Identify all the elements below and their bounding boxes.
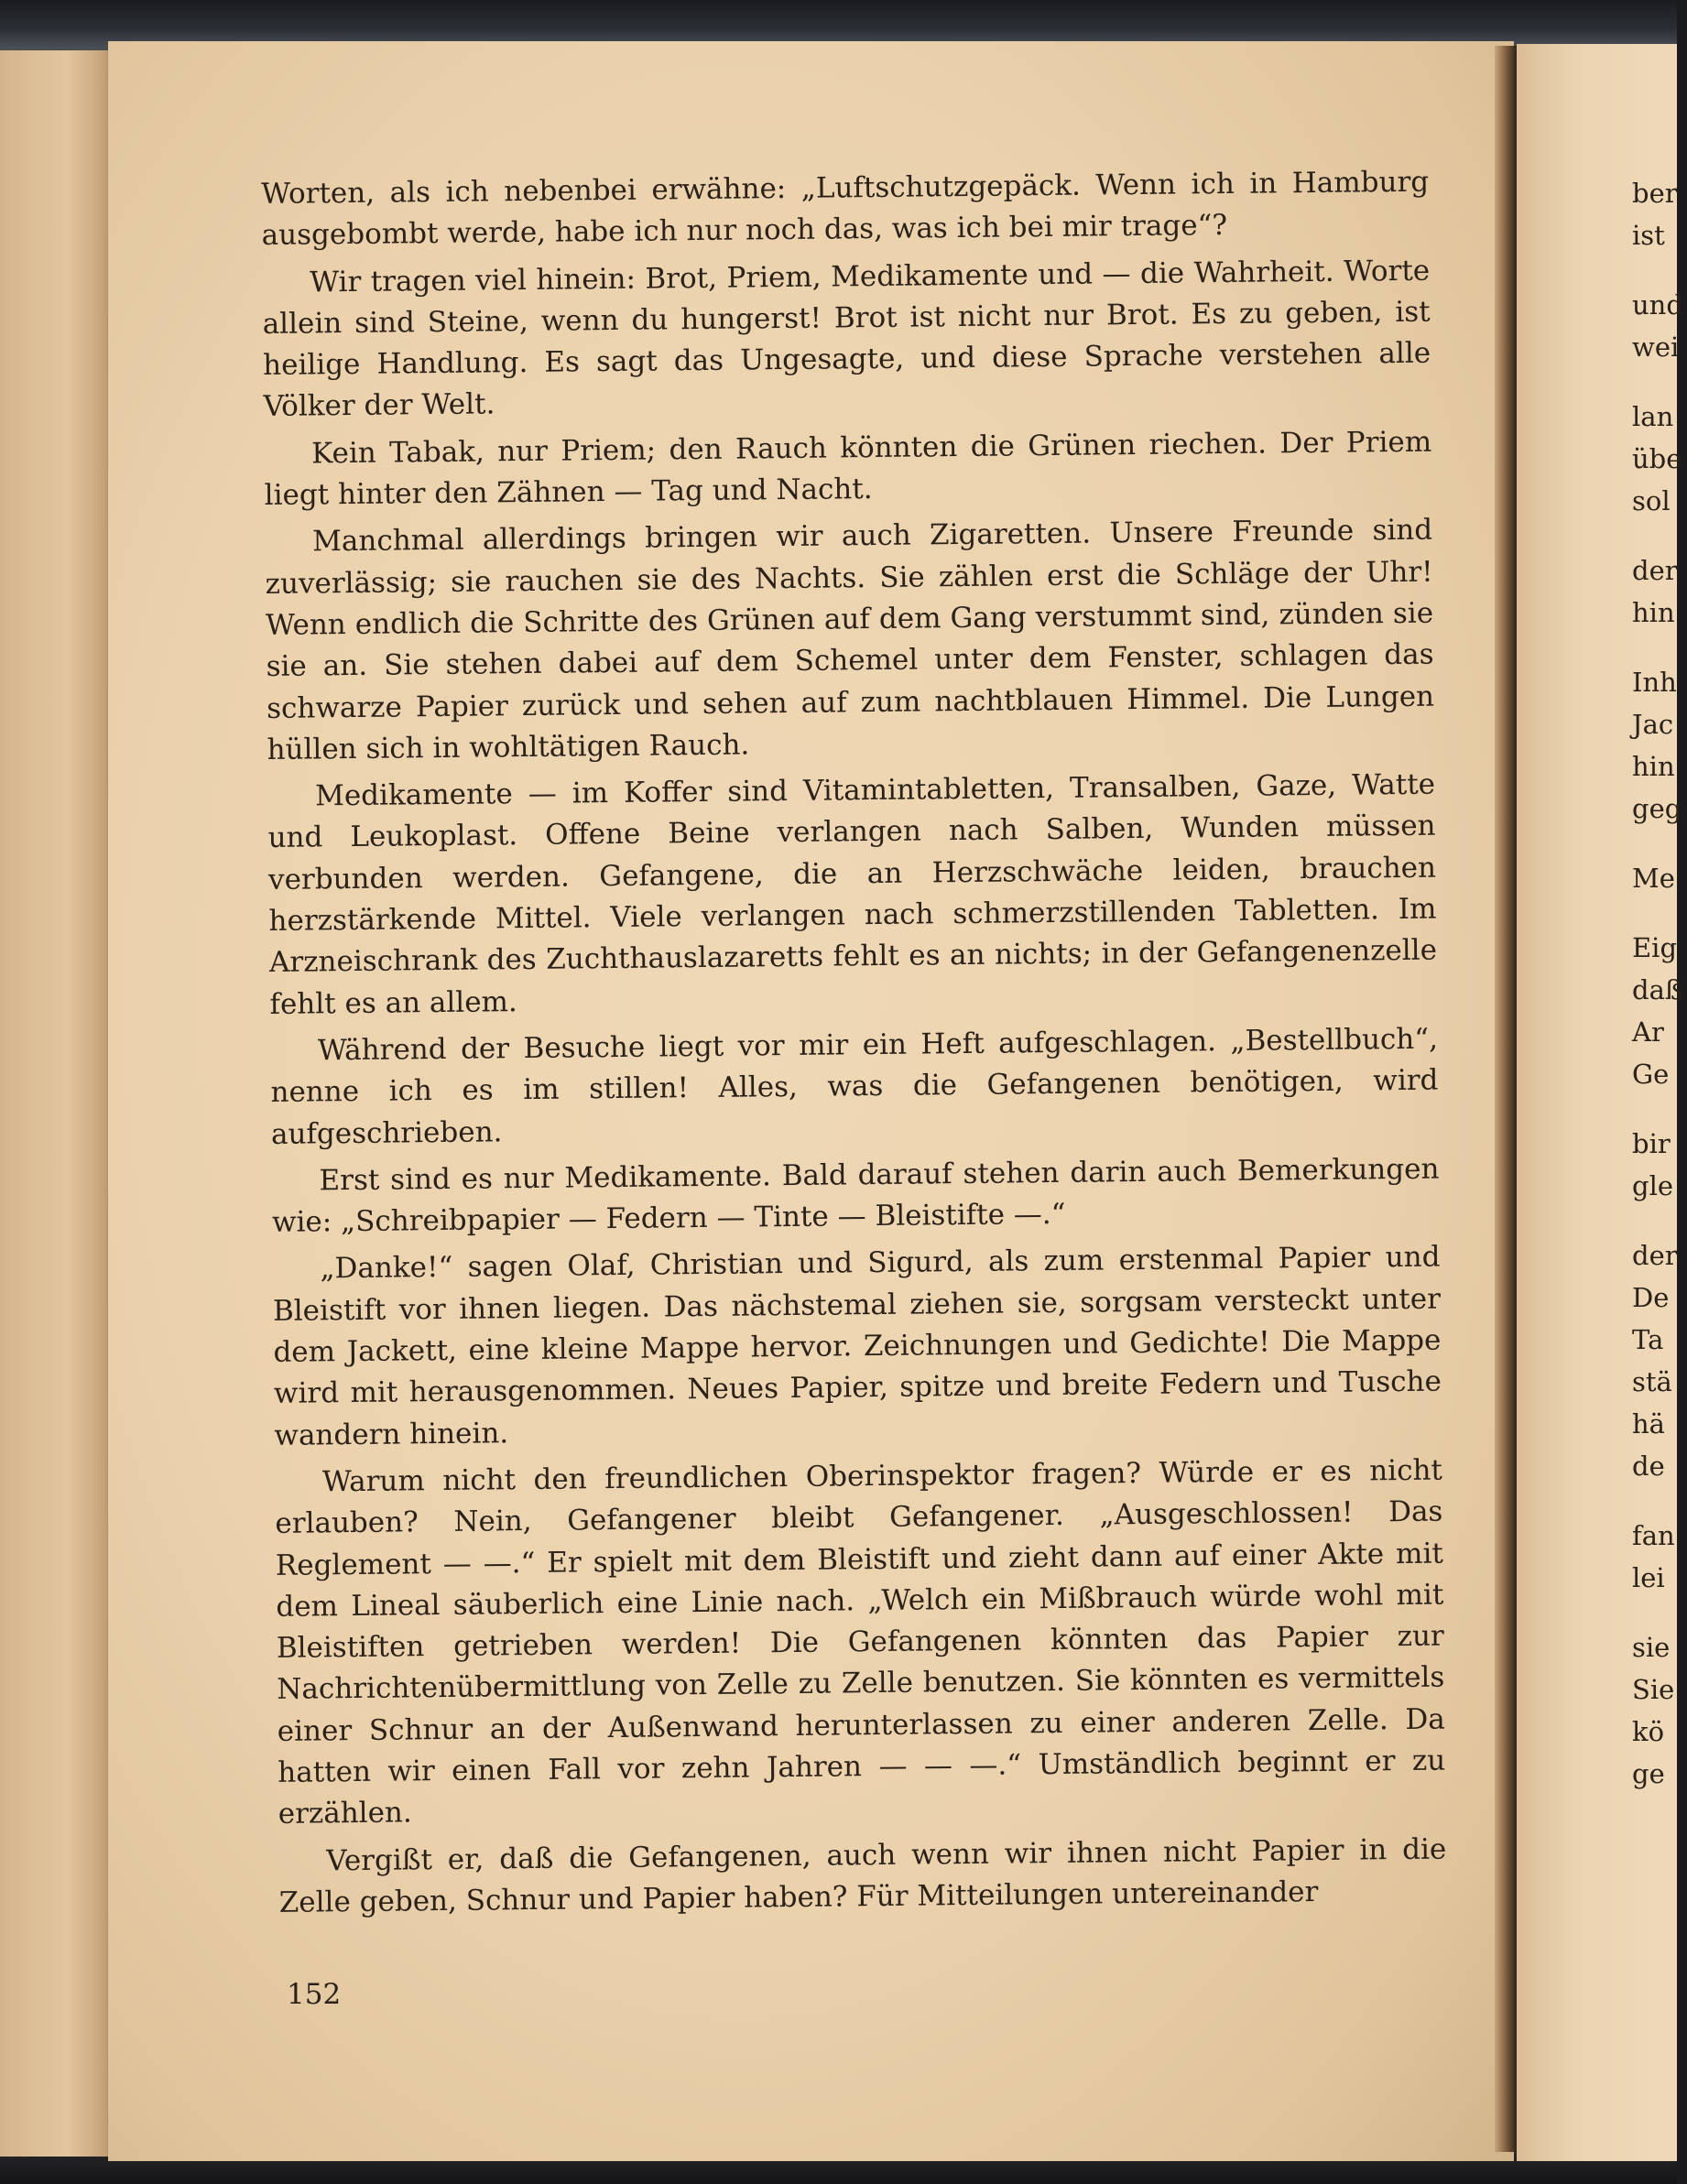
next-page-fragment: De bbox=[1632, 1282, 1670, 1313]
next-page-fragment: Inh bbox=[1632, 667, 1677, 698]
next-page-gap bbox=[1632, 522, 1687, 549]
paragraph: Warum nicht den freundlichen Oberinspektor fragen? Würde er es nicht erlauben? Nein, Gefangener bleibt Gefangener. „Ausgeschlossen! Das Reglement — —.“ Er spielt mit dem Bleistift und zieht dann auf einer Akte mit dem Lineal säuberlich eine Linie nach. „Welch ein Mißbrauch würde wohl mit Bleistiften getrieben werden! Die Gefangenen könnten das Papier zur Nachrichtenübermittlung von Zelle zu Zelle benutzen. Sie könnten es vermittels einer Schnur an der Außenwand herunterlassen zu einer anderen Zelle. Da hatten wir einen Fall vor zehn Jahren — — —.“ Umständlich beginnt er zu erzählen. bbox=[275, 1453, 1446, 1831]
next-page-fragment: Sie bbox=[1632, 1674, 1675, 1705]
paragraph: Kein Tabak, nur Priem; den Rauch könnten die Grünen riechen. Der Priem liegt hinter den Zähnen — Tag und Nacht. bbox=[264, 425, 1432, 513]
next-page-fragment: lan bbox=[1632, 401, 1674, 432]
next-page-gap bbox=[1632, 1599, 1687, 1626]
next-page-fragment: hin bbox=[1632, 597, 1675, 628]
paragraph: Wir tragen viel hinein: Brot, Priem, Medikamente und — die Wahrheit. Worte allein sind Steine, wenn du hungerst! Brot ist nicht nur Brot. Es zu geben, ist heilige Handlung. Es sagt das Ungesagte, und diese Sprache verstehen alle Völker der Welt. bbox=[262, 254, 1431, 424]
next-page-fragment: bir bbox=[1632, 1128, 1671, 1159]
paragraph: Während der Besuche liegt vor mir ein Heft aufgeschlagen. „Bestellbuch“, nenne ich es im stillen! Alles, was die Gefangenen benötigen, wird aufgeschrieben. bbox=[270, 1022, 1439, 1151]
next-page-fragment: der bbox=[1632, 1240, 1678, 1271]
next-page-gap bbox=[1632, 1487, 1687, 1515]
page-body-text bbox=[261, 162, 1447, 1929]
next-page-gap bbox=[1632, 256, 1687, 284]
next-page-fragment: ber bbox=[1632, 178, 1678, 209]
paragraph: „Danke!“ sagen Olaf, Christian und Sigurd, als zum erstenmal Papier und Bleistift vor ihnen liegen. Das nächstemal ziehen sie, sorgsam versteckt unter dem Jackett, eine kleine Mappe hervor. Zeichnungen und Gedichte! Die Mappe wird mit herausgenommen. Neues Papier, spitze und breite Federn und Tusche wandern hinein. bbox=[272, 1241, 1442, 1452]
book-page-edges-left bbox=[0, 50, 112, 2157]
next-page-fragment: Jac bbox=[1632, 709, 1674, 740]
paragraph: Worten, als ich nebenbei erwähne: „Luftschutzgepäck. Wenn ich in Hamburg ausgebombt werde, habe ich nur noch das, was ich bei mir trage“? bbox=[261, 165, 1430, 253]
next-page-fragment: kö bbox=[1632, 1716, 1665, 1747]
next-page-fragment: Me bbox=[1632, 863, 1675, 894]
next-page-fragment: de bbox=[1632, 1451, 1665, 1482]
next-page-gap bbox=[1632, 830, 1687, 857]
paragraph: Medikamente — im Koffer sind Vitamintabletten, Transalben, Gaze, Watte und Leukoplast. Offene Beine verlangen nach Salben, Wunden müssen verbunden werden. Gefangene, die an Herzschwäche leiden, brauchen herzstärkende Mittel. Viele verlangen nach schmerzstillenden Tabletten. Im Arzneischrank des Zuchthauslazaretts fehlt es an nichts; in der Gefangenenzelle fehlt es an allem. bbox=[267, 767, 1438, 1021]
next-page-fragment: übe bbox=[1632, 443, 1682, 474]
next-page-fragment: sie bbox=[1632, 1632, 1671, 1663]
paragraph: Erst sind es nur Medikamente. Bald darauf stehen darin auch Bemerkungen wie: „Schreibpapier — Federn — Tinte — Bleistifte —.“ bbox=[271, 1152, 1440, 1240]
next-page-gap bbox=[1632, 1095, 1687, 1123]
next-page-fragment: fan bbox=[1632, 1520, 1675, 1551]
next-page-fragment: daß bbox=[1632, 974, 1683, 1005]
next-page-gap bbox=[1632, 634, 1687, 661]
next-page-fragment: gle bbox=[1632, 1170, 1674, 1201]
book-gutter bbox=[1495, 46, 1517, 2152]
next-page-fragment: Ge bbox=[1632, 1059, 1670, 1090]
next-page-fragment: sol bbox=[1632, 485, 1671, 516]
next-page-fragment: Ar bbox=[1632, 1016, 1664, 1048]
next-page-fragment: der bbox=[1632, 555, 1678, 586]
next-page-fragment: hä bbox=[1632, 1408, 1665, 1440]
next-page-text-fragments bbox=[1632, 172, 1687, 1795]
next-page-fragment: lei bbox=[1632, 1562, 1665, 1593]
page-number: 152 bbox=[287, 1978, 342, 2011]
next-page-fragment: geg bbox=[1632, 793, 1682, 824]
next-page-fragment: wei bbox=[1632, 331, 1680, 363]
next-page-fragment: ist bbox=[1632, 220, 1665, 251]
next-page-gap bbox=[1632, 1207, 1687, 1234]
next-page-fragment: ge bbox=[1632, 1758, 1665, 1789]
next-page-fragment: und bbox=[1632, 289, 1683, 321]
paragraph: Manchmal allerdings bringen wir auch Zigaretten. Unsere Freunde sind zuverlässig; sie rauchen sie des Nachts. Sie zählen erst die Schläge der Uhr! Wenn endlich die Schritte des Grünen auf dem Gang verstummt sind, zünden sie sie an. Sie stehen dabei auf dem Schemel unter dem Fenster, schlagen das schwarze Papier zurück und sehen auf zum nachtblauen Himmel. Die Lungen hüllen sich in wohltätigen Rauch. bbox=[265, 514, 1435, 766]
next-page-fragment: hin bbox=[1632, 751, 1675, 782]
next-page-gap bbox=[1632, 368, 1687, 396]
next-page-fragment: Eig bbox=[1632, 932, 1678, 963]
next-page-gap bbox=[1632, 899, 1687, 927]
next-page-fragment: Ta bbox=[1632, 1324, 1664, 1355]
next-page-fragment: stä bbox=[1632, 1366, 1672, 1397]
paragraph: Vergißt er, daß die Gefangenen, auch wenn wir ihnen nicht Papier in die Zelle geben, Schnur und Papier haben? Für Mitteilungen untereinander bbox=[278, 1832, 1447, 1919]
